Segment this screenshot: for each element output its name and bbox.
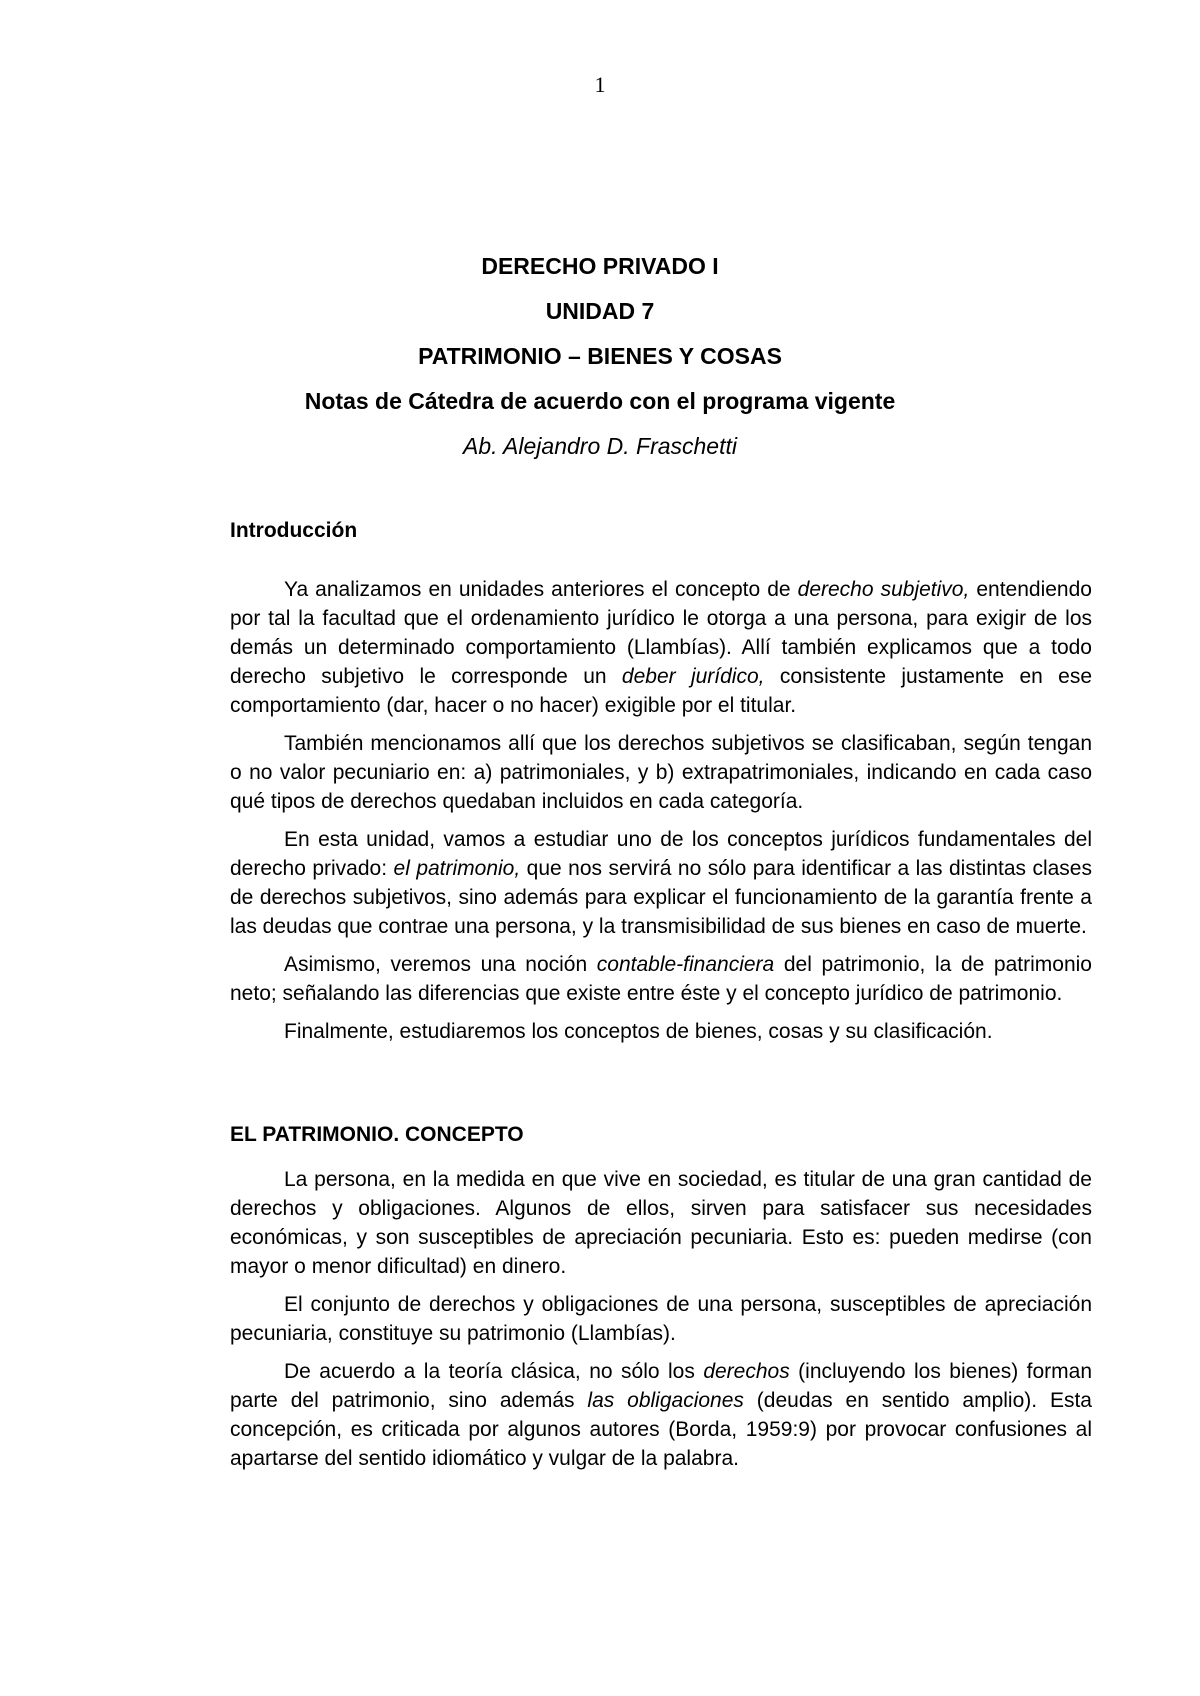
intro-paragraph-3 [230,825,1092,941]
text-run: (incluyendo los bienes) forman parte del patrimonio, sino además [230,1360,1092,1412]
text-run: que nos servirá no sólo para identificar a las distintas clases de derechos subjetivos, sino además para explicar el funcionamiento de la garantía frente a las deudas que contrae una persona, y la transmisibilidad de sus bienes en caso de muerte. [230,857,1092,938]
document-subtitle: Notas de Cátedra de acuerdo con el programa vigente [304,388,896,414]
text-run: entendiendo por tal la facultad que el ordenamiento jurídico le otorga a una persona, para exigir de los demás un determinado comportamiento (Llambías). Allí también explicamos que a todo derecho subjetivo le corresponde un [230,578,1092,688]
unit-title: UNIDAD 7 [545,298,655,324]
intro-paragraph-5: Finalmente, estudiaremos los conceptos de bienes, cosas y su clasificación. [284,1020,993,1043]
emphasis-text: deber jurídico, [621,665,765,688]
emphasis-text: contable-financiera [596,953,775,976]
emphasis-text: derecho subjetivo, [797,578,970,601]
patrimonio-heading: EL PATRIMONIO. CONCEPTO [230,1123,524,1146]
text-run: (deudas en sentido amplio). Esta concepción, es criticada por algunos autores (Borda, 1959:9) por provocar confusiones al apartarse del sentido idiomático y vulgar de la palabra. [230,1389,1092,1470]
patrimonio-paragraph-1: La persona, en la medida en que vive en sociedad, es titular de una gran cantidad de derechos y obligaciones. Algunos de ellos, sirven para satisfacer sus necesidades económicas, y son susceptibles de apreciación pecuniaria. Esto es: pueden medirse (con mayor o menor dificultad) en dinero. [230,1168,1092,1278]
intro-paragraph-4 [230,950,1092,1008]
document-body [230,516,1092,1473]
intro-paragraph-2: También mencionamos allí que los derechos subjetivos se clasificaban, según tengan o no valor pecuniario en: a) patrimoniales, y b) extrapatrimoniales, indicando en cada caso qué tipos de derechos quedaban incluidos en cada categoría. [230,732,1092,813]
emphasis-text: derechos [703,1360,790,1383]
title-block [0,244,1200,469]
text-run: Ya analizamos en unidades anteriores el concepto de [284,578,798,601]
author-name: Ab. Alejandro D. Fraschetti [463,433,737,459]
intro-paragraph-1 [230,575,1092,720]
introduction-heading: Introducción [230,519,358,542]
text-run: De acuerdo a la teoría clásica, no sólo los [284,1360,704,1383]
page-number: 1 [594,72,606,97]
topic-title: PATRIMONIO – BIENES Y COSAS [418,343,782,369]
text-run: Asimismo, veremos una noción [284,953,597,976]
text-run: del patrimonio, la de patrimonio neto; señalando las diferencias que existe entre éste y el concepto jurídico de patrimonio. [230,953,1092,1005]
text-run: En esta unidad, vamos a estudiar uno de los conceptos jurídicos fundamentales del derecho privado: [230,828,1092,880]
course-title: DERECHO PRIVADO I [481,253,719,279]
emphasis-text: el patrimonio, [393,857,521,880]
patrimonio-paragraph-3 [230,1357,1092,1473]
emphasis-text: las obligaciones [587,1389,744,1412]
text-run: consistente justamente en ese comportamiento (dar, hacer o no hacer) exigible por el titular. [230,665,1092,717]
patrimonio-paragraph-2: El conjunto de derechos y obligaciones de una persona, susceptibles de apreciación pecuniaria, constituye su patrimonio (Llambías). [230,1293,1092,1345]
